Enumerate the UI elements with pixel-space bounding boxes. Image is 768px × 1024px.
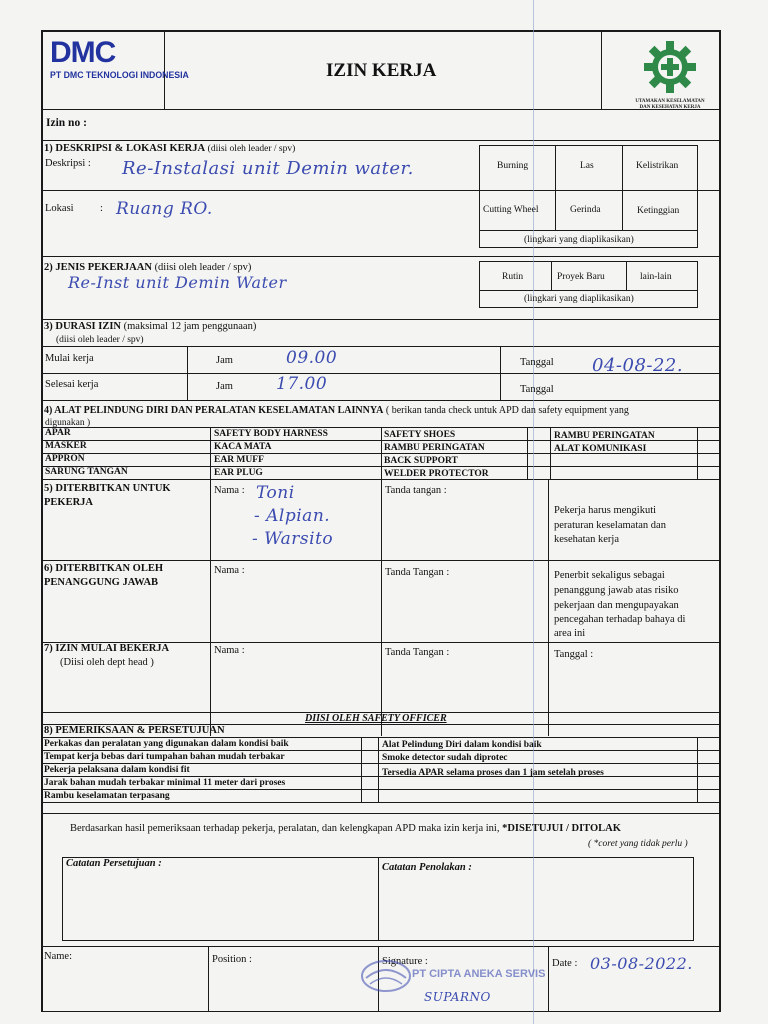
ppe-apar[interactable]: APAR	[45, 428, 71, 438]
check-jarak-bahan[interactable]: Jarak bahan mudah terbakar minimal 11 meter dari proses	[44, 778, 286, 788]
section4-heading: 4) ALAT PELINDUNG DIRI DAN PERALATAN KESELAMATAN LAINNYA	[44, 405, 384, 416]
section6-nama-label: Nama :	[214, 565, 245, 576]
ppe-safety-shoes[interactable]: SAFETY SHOES	[384, 430, 456, 440]
section4-heading-note2: digunakan )	[45, 418, 91, 428]
section5-heading-1: 5) DITERBITKAN UNTUK	[44, 483, 171, 494]
deskripsi-value[interactable]: Re-Instalasi unit Demin water.	[122, 158, 414, 179]
section1-note: (lingkari yang diaplikasikan)	[524, 235, 634, 245]
lokasi-value[interactable]: Ruang RO.	[116, 199, 213, 219]
option-burning[interactable]: Burning	[497, 161, 529, 171]
section4-heading-row	[44, 405, 629, 417]
ppe-ear-plug[interactable]: EAR PLUG	[214, 468, 263, 478]
check-perkakas[interactable]: Perkakas dan peralatan yang digunakan dalam kondisi baik	[44, 739, 289, 749]
section3-heading-note: (maksimal 12 jam penggunaan)	[123, 321, 257, 332]
section7-heading-1: 7) IZIN MULAI BEKERJA	[44, 643, 170, 654]
mulai-jam-label: Jam	[216, 355, 233, 366]
check-tempat-kerja[interactable]: Tempat kerja bebas dari tumpahan bahan mudah terbakar	[44, 752, 285, 762]
approval-statement	[70, 823, 621, 835]
check-rambu[interactable]: Rambu keselamatan terpasang	[44, 791, 170, 801]
logo-text: DMC	[50, 36, 116, 69]
ppe-welder-protector[interactable]: WELDER PROTECTOR	[384, 469, 489, 479]
section1-heading: 1) DESKRIPSI & LOKASI KERJA	[44, 143, 206, 154]
section5-heading-2: PEKERJA	[44, 497, 94, 508]
ppe-rambu-peringatan[interactable]: RAMBU PERINGATAN	[384, 443, 485, 453]
option-ketinggian[interactable]: Ketinggian	[637, 206, 680, 216]
section6-note-5: area ini	[554, 628, 586, 639]
check-apd[interactable]: Alat Pelindung Diri dalam kondisi baik	[382, 740, 542, 750]
mulai-kerja-label: Mulai kerja	[45, 353, 94, 364]
section1-heading-row	[44, 143, 295, 155]
footer-name-label: Name:	[44, 951, 72, 962]
section5-note-1: Pekerja harus mengikuti	[554, 505, 657, 516]
safety-caption-2: DAN KESEHATAN KERJA	[639, 105, 701, 110]
section5-nama-label: Nama :	[214, 485, 245, 496]
lokasi-colon: :	[100, 203, 103, 214]
section8-heading: 8) PEMERIKSAAN & PERSETUJUAN	[44, 725, 225, 736]
option-cutting-wheel[interactable]: Cutting Wheel	[483, 205, 539, 215]
section6-note-3: pekerjaan dan mengupayakan	[554, 600, 679, 611]
section1-heading-note: (diisi oleh leader / spv)	[207, 144, 296, 154]
section5-note-2: peraturan keselamatan dan	[554, 520, 666, 531]
check-apar[interactable]: Tersedia APAR selama proses dan 1 jam setelah proses	[382, 768, 604, 778]
section7-nama-label: Nama :	[214, 645, 245, 656]
section3-heading-row	[44, 321, 256, 333]
jenis-pekerjaan-value[interactable]: Re-Inst unit Demin Water	[68, 273, 287, 292]
catatan-penolakan-label: Catatan Penolakan :	[382, 862, 472, 873]
safety-caption-1: UTAMAKAN KESELAMATAN	[635, 99, 705, 104]
worker-name-2[interactable]: - Alpian.	[254, 506, 331, 526]
section4-heading-note: ( berikan tanda check untuk APD dan safety equipment yang	[385, 405, 629, 416]
stamp-text: PT CIPTA ANEKA SERVIS	[412, 968, 546, 980]
ppe-ear-muff[interactable]: EAR MUFF	[214, 455, 264, 465]
section2-note: (lingkari yang diaplikasikan)	[524, 294, 634, 304]
footer-signature-label: Signature :	[382, 956, 428, 967]
section7-ttd-label: Tanda Tangan :	[385, 647, 450, 658]
section6-note-4: pencegahan terhadap bahaya di	[554, 614, 686, 625]
section5-ttd-label: Tanda tangan :	[385, 485, 447, 496]
section7-heading-2: (Diisi oleh dept head )	[60, 657, 154, 668]
mulai-tanggal-label: Tanggal	[520, 357, 554, 368]
equip-rambu-peringatan[interactable]: RAMBU PERINGATAN	[554, 431, 655, 441]
selesai-jam-value[interactable]: 17.00	[276, 374, 328, 394]
ppe-masker[interactable]: MASKER	[45, 441, 87, 451]
ppe-appron[interactable]: APPRON	[45, 454, 85, 464]
worker-name-3[interactable]: - Warsito	[252, 529, 334, 549]
ppe-back-support[interactable]: BACK SUPPORT	[384, 456, 458, 466]
signer-name: SUPARNO	[424, 990, 491, 1004]
safety-officer-label: DIISI OLEH SAFETY OFFICER	[305, 713, 447, 724]
section3-heading-note2: (diisi oleh leader / spv)	[56, 335, 144, 345]
check-smoke-detector[interactable]: Smoke detector sudah diprotec	[382, 753, 508, 763]
selesai-tanggal-label: Tanggal	[520, 384, 554, 395]
deskripsi-label: Deskripsi :	[45, 158, 91, 169]
safety-gear-icon	[630, 40, 710, 108]
section5-note-3: kesehatan kerja	[554, 534, 620, 545]
equip-alat-komunikasi[interactable]: ALAT KOMUNIKASI	[554, 444, 647, 454]
option-gerinda[interactable]: Gerinda	[570, 205, 601, 215]
section6-heading-2: PENANGGUNG JAWAB	[44, 577, 159, 588]
footer-position-label: Position :	[212, 954, 252, 965]
section3-heading: 3) DURASI IZIN	[44, 321, 122, 332]
company-logo	[50, 38, 201, 81]
ppe-sarung-tangan[interactable]: SARUNG TANGAN	[45, 467, 128, 477]
footer-date-label: Date :	[552, 958, 578, 969]
ppe-safety-body-harness[interactable]: SAFETY BODY HARNESS	[214, 429, 328, 439]
ppe-kaca-mata[interactable]: KACA MATA	[214, 442, 272, 452]
statement-decision[interactable]: *DISETUJUI / DITOLAK	[502, 823, 621, 834]
option-lain-lain[interactable]: lain-lain	[640, 272, 672, 282]
option-las[interactable]: Las	[580, 161, 594, 171]
section6-ttd-label: Tanda Tangan :	[385, 567, 450, 578]
section2-heading-note: (diisi oleh leader / spv)	[154, 262, 252, 273]
footer-date-value[interactable]: 03-08-2022.	[590, 954, 693, 973]
section7-tanggal-label: Tanggal :	[554, 649, 594, 660]
section6-heading-1: 6) DITERBITKAN OLEH	[44, 563, 164, 574]
check-pekerja-fit[interactable]: Pekerja pelaksana dalam kondisi fit	[44, 765, 190, 775]
mulai-jam-value[interactable]: 09.00	[286, 348, 338, 368]
selesai-jam-label: Jam	[216, 381, 233, 392]
catatan-persetujuan-label: Catatan Persetujuan :	[66, 858, 162, 869]
option-kelistrikan[interactable]: Kelistrikan	[636, 161, 679, 171]
section6-note-1: Penerbit sekaligus sebagai	[554, 570, 665, 581]
company-name: PT DMC TEKNOLOGI INDONESIA	[50, 70, 189, 81]
worker-name-1[interactable]: Toni	[256, 483, 295, 503]
statement-text: Berdasarkan hasil pemeriksaan terhadap pekerja, peralatan, dan kelengkapan APD maka izin kerja ini,	[70, 823, 500, 834]
form-title: IZIN KERJA	[326, 60, 437, 81]
section2-heading: 2) JENIS PEKERJAAN	[44, 262, 152, 273]
option-proyek-baru[interactable]: Proyek Baru	[557, 272, 605, 282]
selesai-kerja-label: Selesai kerja	[45, 379, 99, 390]
coret-note: ( *coret yang tidak perlu )	[588, 839, 688, 849]
izin-no-label: Izin no :	[46, 117, 87, 129]
lokasi-label: Lokasi	[45, 203, 74, 214]
section6-note-2: penanggung jawab atas risiko	[554, 585, 679, 596]
option-rutin[interactable]: Rutin	[502, 272, 524, 282]
mulai-tanggal-value[interactable]: 04-08-22.	[592, 355, 684, 376]
